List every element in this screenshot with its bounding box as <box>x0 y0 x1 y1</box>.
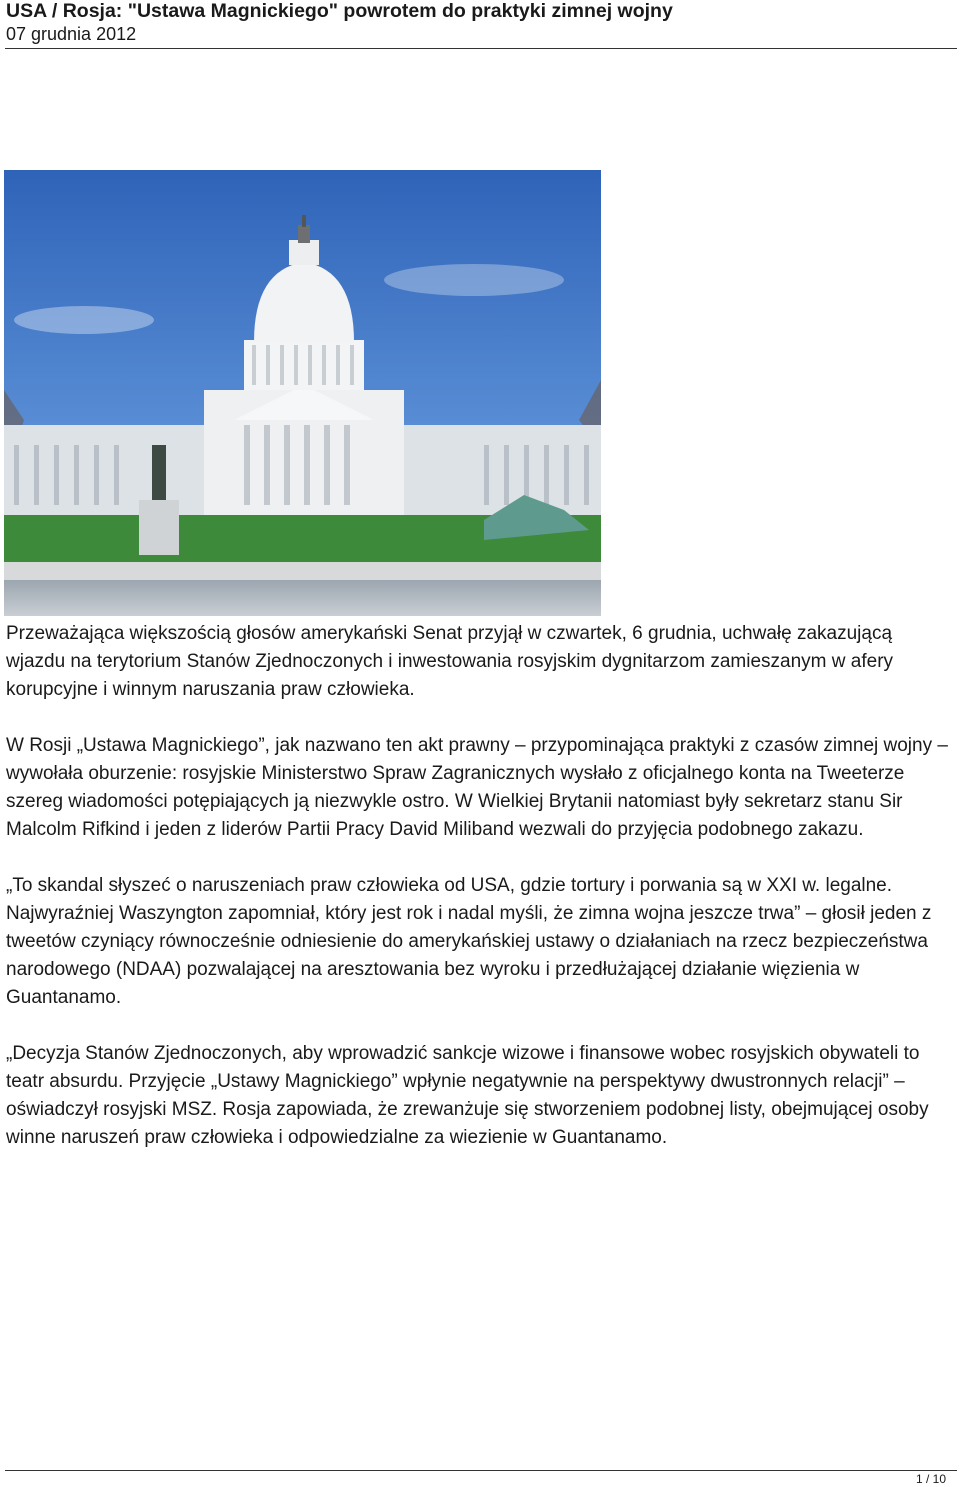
page-number: 1 / 10 <box>915 1472 946 1486</box>
article-paragraph: W Rosji „Ustawa Magnickiego”, jak nazwano ten akt prawny – przypominająca praktyki z czasów zimnej wojny – wywołała oburzenie: rosyjskie Ministerstwo Spraw Zagranicznych wysłało z oficjalnego konta na Tweeterze szereg wiadomości potępiających ją niezwykle ostro. W Wielkiej Brytanii natomiast były sekretarz stanu Sir Malcolm Rifkind i jeden z liderów Partii Pracy David Miliband wezwali do przyjęcia podobnego zakazu. <box>6 735 948 840</box>
header-divider <box>5 48 957 49</box>
document-title: USA / Rosja: "Ustawa Magnickiego" powrotem do praktyki zimnej wojny <box>6 0 673 22</box>
capitol-photo <box>4 170 601 616</box>
page-header <box>6 0 956 46</box>
article-body <box>6 620 956 1180</box>
document-date: 07 grudnia 2012 <box>6 24 137 44</box>
article-paragraph: Przeważająca większością głosów amerykański Senat przyjął w czwartek, 6 grudnia, uchwałę zakazującą wjazdu na terytorium Stanów Zjednoczonych i inwestowania rosyjskim dygnitarzom zamieszanym w afery korupcyjne i winnym naruszania praw człowieka. <box>6 623 894 700</box>
article-paragraph: „To skandal słyszeć o naruszeniach praw człowieka od USA, gdzie tortury i porwania są w XXI w. legalne. Najwyraźniej Waszyngton zapomniał, który jest rok i nadal myśli, że zimna wojna jeszcze trwa” – głosił jeden z tweetów czyniący równocześnie odniesienie do amerykańskiej ustawy o działaniach na rzecz bezpieczeństwa narodowego (NDAA) pozwalającej na aresztowania bez wyroku i przedłużającej działanie więzienia w Guantanamo. <box>6 875 932 1008</box>
article-paragraph: „Decyzja Stanów Zjednoczonych, aby wprowadzić sankcje wizowe i finansowe wobec rosyjskich obywateli to teatr absurdu. Przyjęcie „Ustawy Magnickiego” wpłynie negatywnie na perspektywy dwustronnych relacji” – oświadczył rosyjski MSZ. Rosja zapowiada, że zrewanżuje się stworzeniem podobnej listy, obejmującej osoby winne naruszeń praw człowieka i odpowiedzialne za wiezienie w Guantanamo. <box>6 1043 929 1148</box>
footer-divider <box>5 1470 957 1471</box>
